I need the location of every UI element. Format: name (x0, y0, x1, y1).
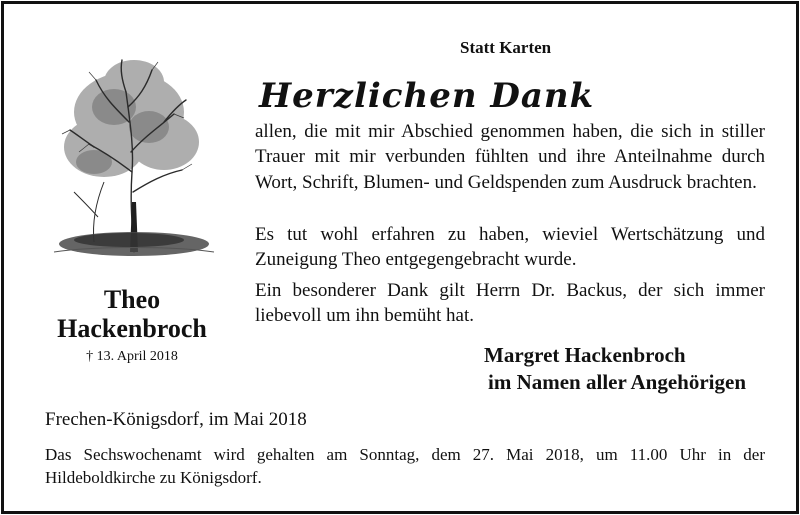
card-heading: Statt Karten (460, 38, 552, 57)
obituary-card (1, 1, 799, 514)
place-date: Frechen-Königsdorf, im Mai 2018 (45, 409, 307, 430)
signature-name: Margret Hackenbroch (484, 343, 686, 367)
deceased-first-name: Theo (103, 285, 161, 314)
mass-notice: Das Sechswochenamt wird gehalten am Sonntag, dem 27. Mai 2018, um 11.00 Uhr in der Hildeboldkirche zu Königsdorf. (45, 445, 765, 487)
thanks-paragraph-1: allen, die mit mir Abschied genommen haben, die sich in stiller Trauer mit mir verbunden fühlten und ihre Anteilnahme durch Wort, Schrift, Blumen- und Geldspenden zum Ausdruck brachten. (255, 121, 765, 193)
deceased-last-name: Hackenbroch (57, 314, 207, 343)
thank-you-title: Herzlichen Dank (259, 76, 595, 116)
tree-icon (34, 52, 216, 262)
thanks-paragraph-3: Ein besonderer Dank gilt Herrn Dr. Backus, der sich immer liebevoll um ihn bemüht hat. (255, 280, 765, 327)
thanks-paragraph-2: Es tut wohl erfahren zu haben, wieviel Wertschätzung und Zuneigung Theo entgegengebracht wurde. (255, 224, 765, 271)
signature-on-behalf: im Namen aller Angehörigen (488, 370, 747, 394)
death-date: † 13. April 2018 (86, 349, 178, 364)
